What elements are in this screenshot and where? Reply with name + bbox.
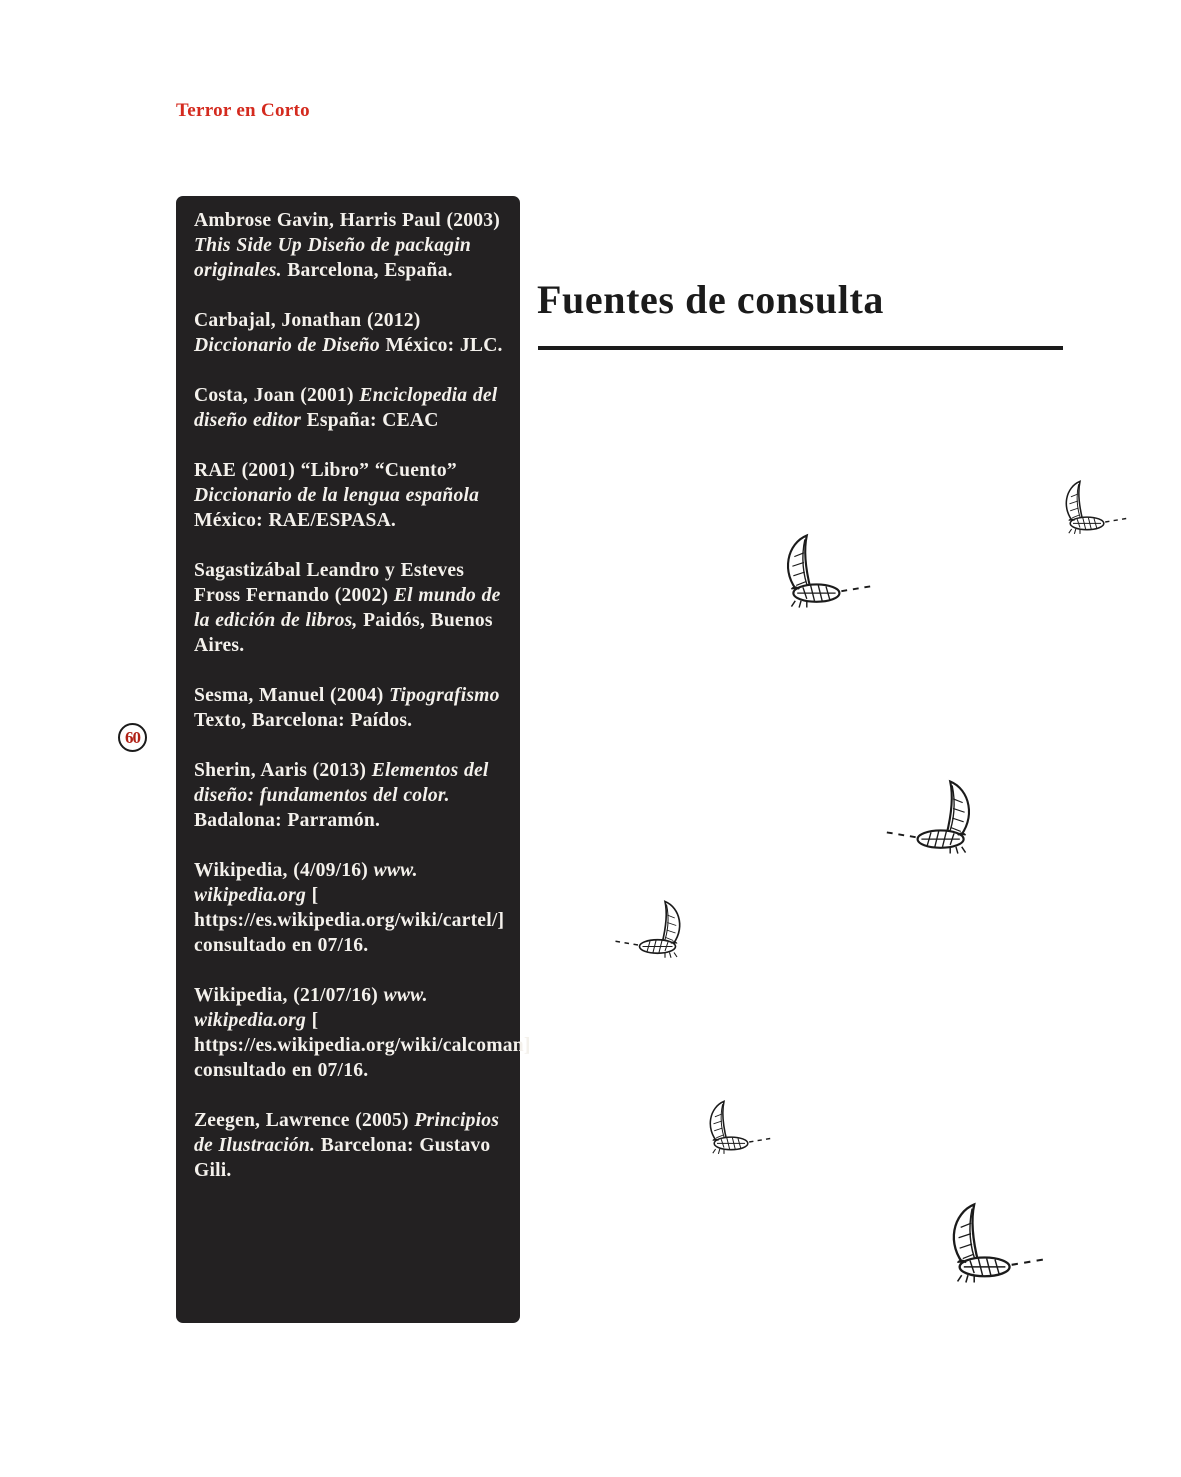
reference-entry: Carbajal, Jonathan (2012) Diccionario de Diseño México: JLC. [194,310,503,356]
reference-entry: Wikipedia, (21/07/16) www. wikipedia.org [ https://es.wikipedia.org/wiki/calcoman] consultado en 07/16. [194,985,531,1081]
page-number-badge: 60 [118,723,147,752]
reference-entry: Zeegen, Lawrence (2005) Principios de Ilustración. Barcelona: Gustavo Gili. [194,1110,500,1181]
flying-insect-icon [1058,480,1130,536]
running-head-title: Terror en Corto [176,100,310,121]
reference-entry: Wikipedia, (4/09/16) www. wikipedia.org [ https://es.wikipedia.org/wiki/cartel/] consultado en 07/16. [194,860,505,956]
flying-insect-icon [778,533,874,611]
flying-insect-icon [612,900,688,960]
reference-entry: Sagastizábal Leandro y Esteves Fross Fernando (2002) El mundo de la edición de libros, Paidós, Buenos Aires. [194,560,501,656]
references-panel [176,196,531,1323]
reference-entry: Sherin, Aaris (2013) Elementos del diseño: fundamentos del color. Badalona: Parramón. [194,760,489,831]
flying-insect-icon [883,778,979,858]
flying-insect-icon [943,1202,1047,1286]
reference-entry: Costa, Joan (2001) Enciclopedia del diseño editor España: CEAC [194,385,498,431]
reference-entry: RAE (2001) “Libro” “Cuento” Diccionario de la lengua española México: RAE/ESPASA. [194,460,480,531]
flying-insect-icon [703,1100,773,1156]
reference-entry: Ambrose Gavin, Harris Paul (2003) This Side Up Diseño de packagin originales. Barcelona, España. [194,210,500,281]
section-title: Fuentes de consulta [537,277,884,322]
reference-entry: Sesma, Manuel (2004) Tipografismo Texto, Barcelona: Paídos. [194,685,500,731]
title-divider [538,346,1063,350]
